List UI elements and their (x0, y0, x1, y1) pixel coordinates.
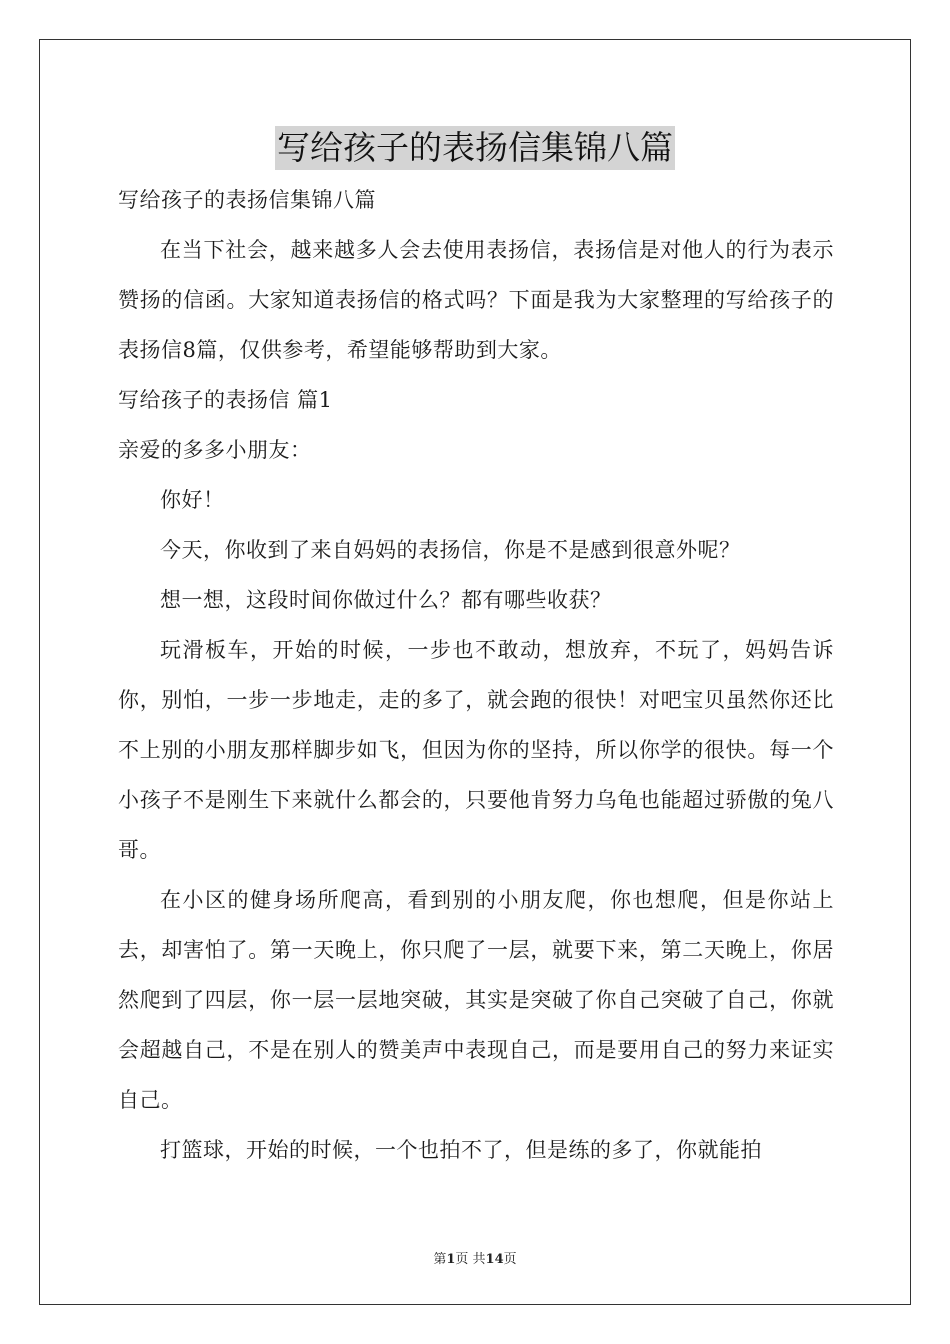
intro-paragraph: 在当下社会，越来越多人会去使用表扬信，表扬信是对他人的行为表示赞扬的信函。大家知道表扬信的格式吗？下面是我为大家整理的写给孩子的表扬信8篇，仅供参考，希望能够帮助到大家。 (118, 238, 834, 362)
body-paragraph: 玩滑板车，开始的时候，一步也不敢动，想放弃，不玩了，妈妈告诉你，别怕，一步一步地走，走的多了，就会跑的很快！对吧宝贝虽然你还比不上别的小朋友那样脚步如飞，但因为你的坚持，所以你学的很快。每一个小孩子不是刚生下来就什么都会的，只要他肯努力乌龟也能超过骄傲的兔八哥。 (118, 638, 834, 862)
body-paragraph: 想一想，这段时间你做过什么？都有哪些收获？ (160, 588, 612, 612)
document-body (118, 175, 834, 1175)
greeting: 你好！ (160, 488, 225, 512)
body-paragraph: 今天，你收到了来自妈妈的表扬信，你是不是感到很意外呢？ (160, 538, 741, 562)
page-footer (0, 1248, 950, 1267)
document-title: 写给孩子的表扬信集锦八篇 (275, 126, 675, 170)
section-heading: 写给孩子的表扬信 篇1 (118, 388, 333, 412)
page-mid: 页 共 (455, 1252, 486, 1267)
page-prefix: 第 (433, 1252, 447, 1267)
body-paragraph: 在小区的健身场所爬高，看到别的小朋友爬，你也想爬，但是你站上去，却害怕了。第一天晚上，你只爬了一层，就要下来，第二天晚上，你居然爬到了四层，你一层一层地突破，其实是突破了你自己突破了自己，你就会超越自己，不是在别人的赞美声中表现自己，而是要用自己的努力来证实自己。 (118, 888, 834, 1112)
title-wrap (0, 126, 950, 170)
page-suffix: 页 (503, 1252, 517, 1267)
document-subtitle: 写给孩子的表扬信集锦八篇 (118, 188, 376, 212)
page-current: 1 (446, 1252, 456, 1267)
page-total: 14 (485, 1252, 504, 1267)
body-paragraph: 打篮球，开始的时候，一个也拍不了，但是练的多了，你就能拍 (160, 1138, 762, 1162)
salutation: 亲爱的多多小朋友： (118, 438, 312, 462)
